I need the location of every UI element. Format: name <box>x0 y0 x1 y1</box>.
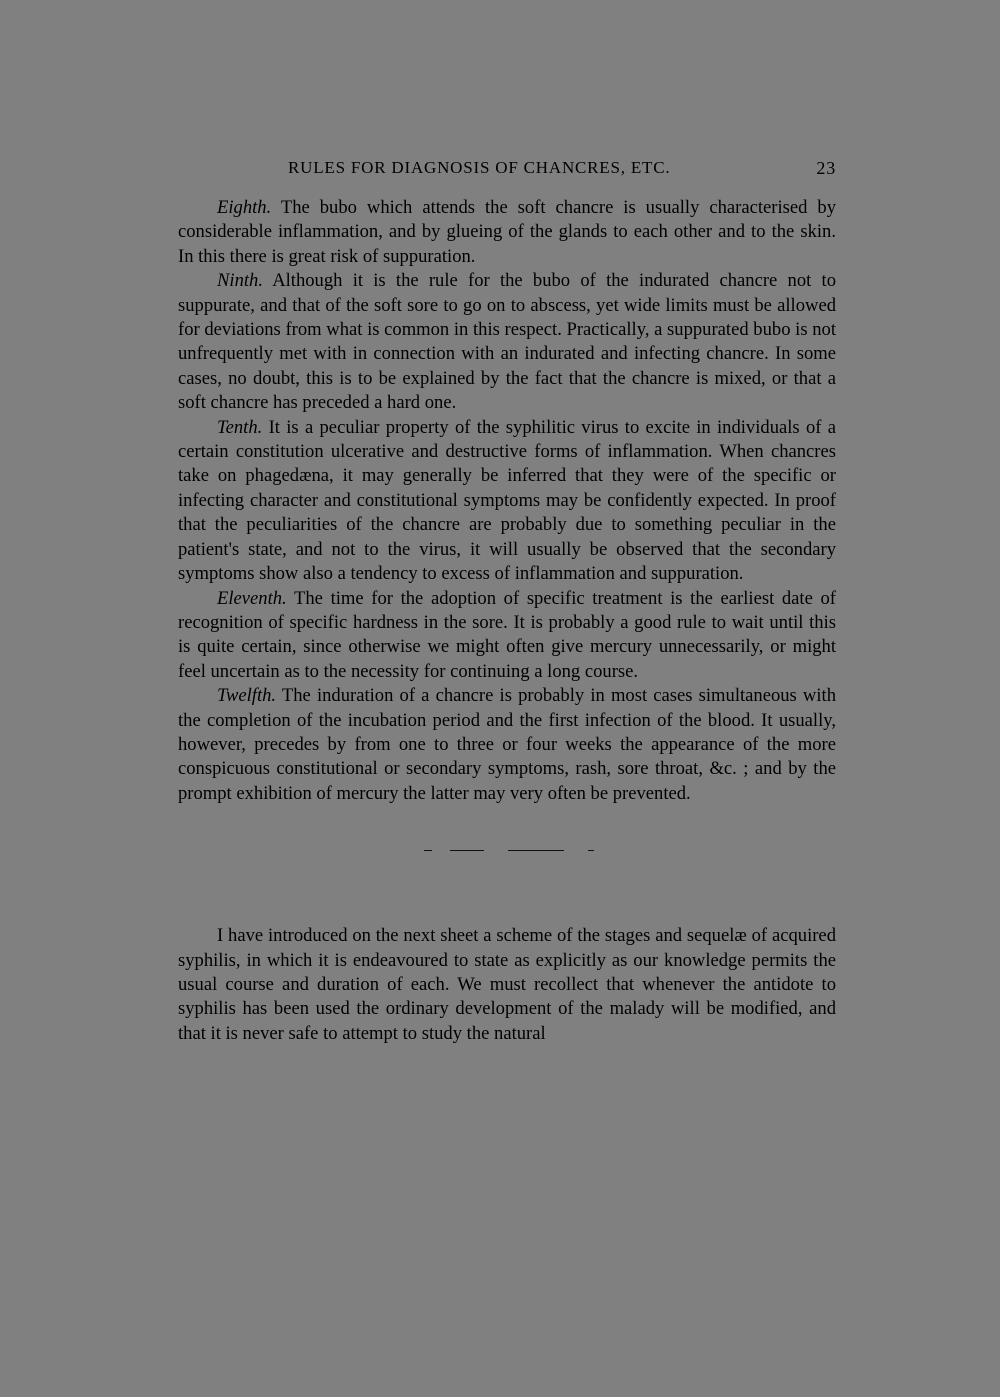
paragraph-lead: Tenth. <box>217 416 263 438</box>
page-number: 23 <box>816 158 836 178</box>
book-page <box>178 158 836 1046</box>
divider-dash <box>424 850 432 851</box>
paragraph-lead: Twelfth. <box>217 685 277 707</box>
paragraph-text: The bubo which attends the soft chancre is usually characterised by considerable inflammation, and by glueing of the glands to each other and to the skin. In this there is great risk of suppuration. <box>178 197 836 267</box>
body-text <box>178 196 836 1046</box>
paragraph-lead: Eleventh. <box>217 587 287 609</box>
paragraph-lead: Ninth. <box>217 270 263 292</box>
divider-dash <box>588 850 594 851</box>
paragraph-tenth <box>178 416 836 587</box>
paragraph-text: Although it is the rule for the bubo of the indurated chancre not to suppurate, and that of the soft sore to go on to abscess, yet wide limits must be allowed for deviations from what is common in this respect. Practically, a suppurated bubo is not unfrequently met with in connection with an indurated and infecting chancre. In some cases, no doubt, this is to be explained by the fact that the chancre is mixed, or that a soft chancre has preceded a hard one. <box>178 270 836 414</box>
paragraph-eleventh <box>178 587 836 685</box>
paragraph-text: The induration of a chancre is probably in most cases simultaneous with the completion of the incubation period and the first infection of the blood. It usually, however, precedes by from one to three or four weeks the appearance of the more conspicuous constitutional or secondary symptoms, rash, sore throat, &c. ; and by the prompt exhibition of mercury the latter may very often be prevented. <box>178 685 836 804</box>
paragraph-text: The time for the adoption of specific treatment is the earliest date of recognition of specific hardness in the sore. It is probably a good rule to wait until this is quite certain, since otherwise we might often give mercury unnecessarily, or might feel uncertain as to the necessity for continuing a long course. <box>178 587 836 682</box>
divider-dash <box>450 850 484 851</box>
closing-paragraph: I have introduced on the next sheet a scheme of the stages and sequelæ of acquired syphilis, in which it is endeavoured to state as explicitly as our knowledge permits the usual course and duration of each. We must recollect that whenever the antidote to syphilis has been used the ordinary development of the malady will be modified, and that it is never safe to attempt to study the natural <box>178 925 836 1044</box>
section-divider <box>178 836 836 864</box>
paragraph-text: It is a peculiar property of the syphilitic virus to excite in individuals of a certain constitution ulcerative and destructive forms of inflammation. When chancres take on phagedæna, it may generally be inferred that they were of the specific or infecting character and constitutional symptoms may be confidently expected. In proof that the peculiarities of the chancre are probably due to something peculiar in the patient's state, and not to the virus, it will usually be observed that the secondary symptoms show also a tendency to excess of inflammation and suppuration. <box>178 416 836 585</box>
paragraph-eighth <box>178 196 836 269</box>
running-head <box>178 158 836 182</box>
divider-dash <box>508 850 564 851</box>
paragraph-lead: Eighth. <box>217 197 272 218</box>
running-head-title: RULES FOR DIAGNOSIS OF CHANCRES, ETC. <box>288 158 671 177</box>
paragraph-ninth <box>178 269 836 415</box>
paragraph-twelfth <box>178 684 836 806</box>
